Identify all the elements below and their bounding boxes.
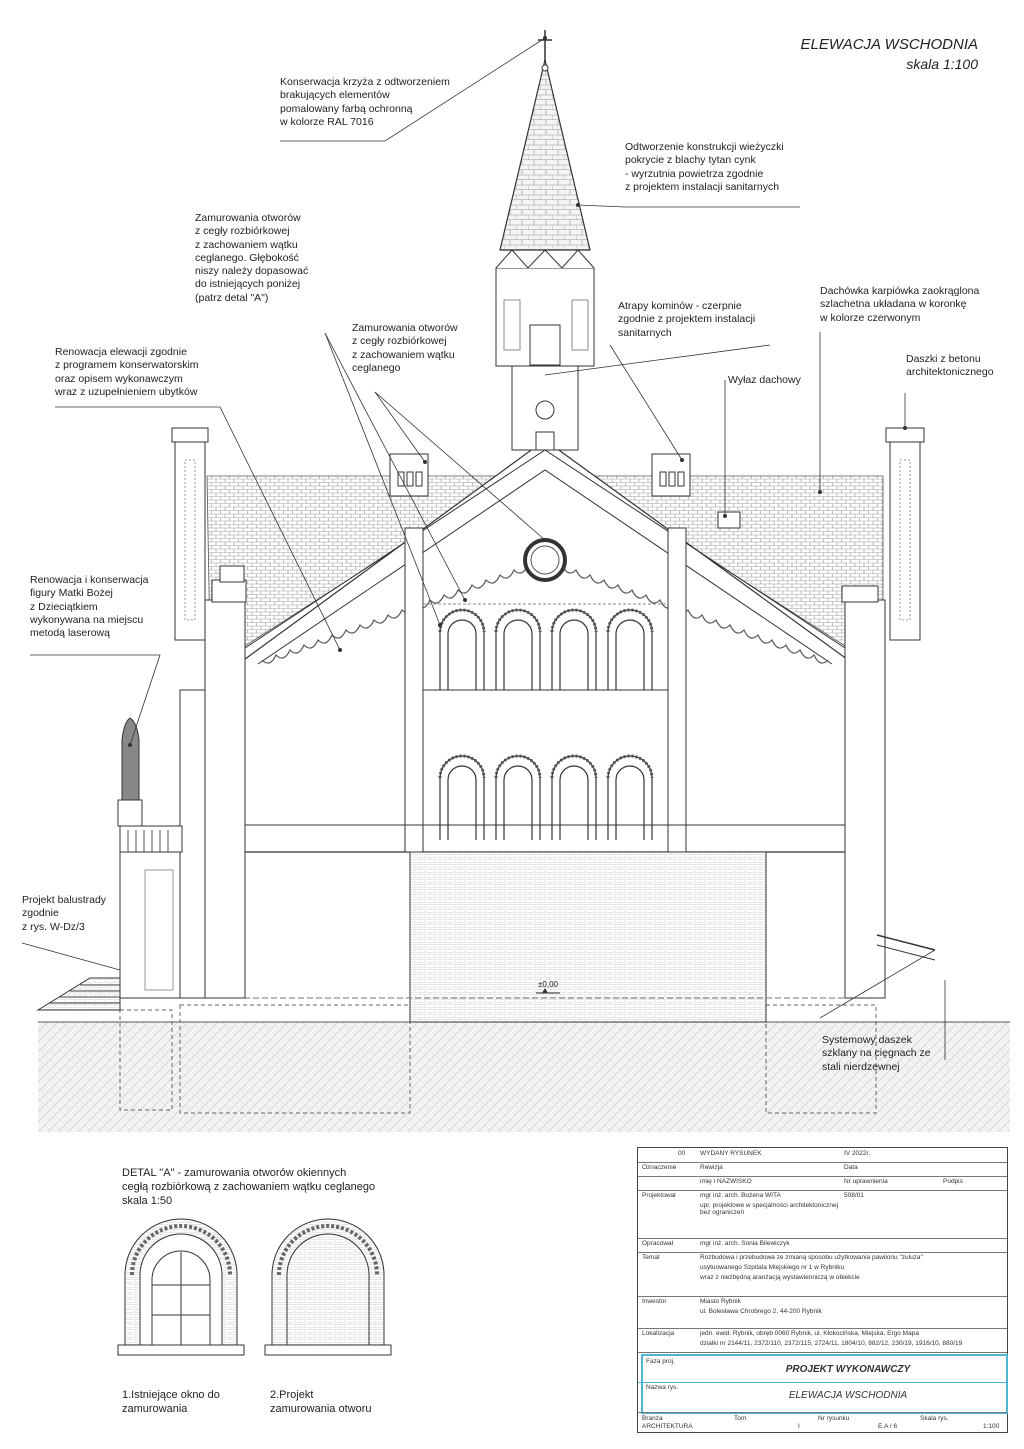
tb-row-4: Projektował mgr inż. arch. Bożena WITA upr. projektowe w specjalności architektonicznej bez ograniczeń 508/01	[638, 1190, 1007, 1239]
note-daszki: Daszki z betonu architektonicznego	[906, 353, 994, 379]
tb-row-10: Nazwa rys. ELEWACJA WSCHODNIA	[646, 1384, 908, 1401]
detail-caption-1: 1.Istniejące okno do zamurowania	[122, 1389, 220, 1415]
note-krzyz: Konserwacja krzyża z odtworzeniem brakujących elementów pomalowany farbą ochronną w kolorze RAL 7016	[280, 76, 450, 128]
tb-row-3: imię i NAZWISKO Nr uprawnienia Podpis	[638, 1176, 1007, 1191]
tb-row-5: Opracował mgr inż. arch. Sonia Bilewiczyk	[638, 1238, 1007, 1253]
note-zamurowania-1: Zamurowania otworów z cegły rozbiórkowej z zachowaniem wątku ceglanego. Głębokość niszy należy dopasować do istniejących poniżej (patrz detal "A")	[195, 212, 309, 304]
title-block	[637, 1147, 1008, 1433]
tb-row-1: 00 WYDANY RYSUNEK IV 2022r.	[638, 1148, 1007, 1163]
tb-row-6: Temat Rozbudowa i przebudowa ze zmianą sposobu użytkowania pawilonu "zuluza" usytuowanego Szpitala Miejskiego nr 1 w Rybniku wraz z niezbędną aranżacją wystawienniczą w obiekcie	[638, 1252, 1007, 1297]
note-atrapy: Atrapy kominów - czerpnie zgodnie z projektem instalacji sanitarnych	[618, 300, 756, 339]
tb-row-7: Inwestor Miasto Rybnik ul. Bolesława Chrobrego 2, 44-200 Rybnik	[638, 1296, 1007, 1329]
drawing-title: ELEWACJA WSCHODNIA	[800, 36, 978, 53]
note-wylaz: Wyłaz dachowy	[728, 374, 801, 386]
level-marker: ±0,00	[538, 980, 558, 989]
note-wiezyczka: Odtworzenie konstrukcji wieżyczki pokrycie z blachy tytan cynk - wyrzutnia powietrza zgodnie z projektem instalacji sanitarnych	[625, 141, 784, 193]
tb-row-11: Branża ARCHITEKTURA Tom I Nr rysunku E.A / 6 Skala rys. 1:100	[638, 1412, 1007, 1433]
note-figura: Renowacja i konserwacja figury Matki Bożej z Dzieciątkiem wykonywana na miejscu metodą laserową	[30, 574, 149, 640]
note-balustrada: Projekt balustrady zgodnie z rys. W-Dz/3	[22, 894, 107, 933]
tb-row-9: Faza proj. PROJEKT WYKONAWCZY	[638, 1356, 1007, 1383]
tb-row-8: Lokalizacja jedn. ewid. Rybnik, obręb 0060 Rybnik, ul. Kłokocińska, Miejska, Ergo Mapa działki nr 2144/11, 2372/110, 2372/115, 2724/11, 1804/10, 882/12, 230/19, 1916/10, 880/19	[638, 1328, 1007, 1353]
note-daszek-szklany: Systemowy daszek szklany na cięgnach ze stali nierdzewnej	[822, 1034, 931, 1073]
note-dachowka: Dachówka karpiówka zaokrąglona szlachetna układana w koronkę w kolorze czerwonym	[820, 285, 980, 324]
note-renowacja: Renowacja elewacji zgodnie z programem konserwatorskim oraz opisem wykonawczym wraz z uzupełnieniem ubytków	[55, 346, 199, 398]
detail-caption-2: 2.Projekt zamurowania otworu	[270, 1389, 372, 1415]
tb-row-2: Oznaczenie Rewizja Data	[638, 1162, 1007, 1177]
drawing-scale: skala 1:100	[906, 56, 978, 72]
note-zamurowania-2: Zamurowania otworów z cegły rozbiórkowej z zachowaniem wątku ceglanego	[352, 322, 458, 374]
detail-title: DETAL "A" - zamurowania otworów okiennych cegłą rozbiórkową z zachowaniem wątku ceglanego skala 1:50	[122, 1167, 376, 1207]
